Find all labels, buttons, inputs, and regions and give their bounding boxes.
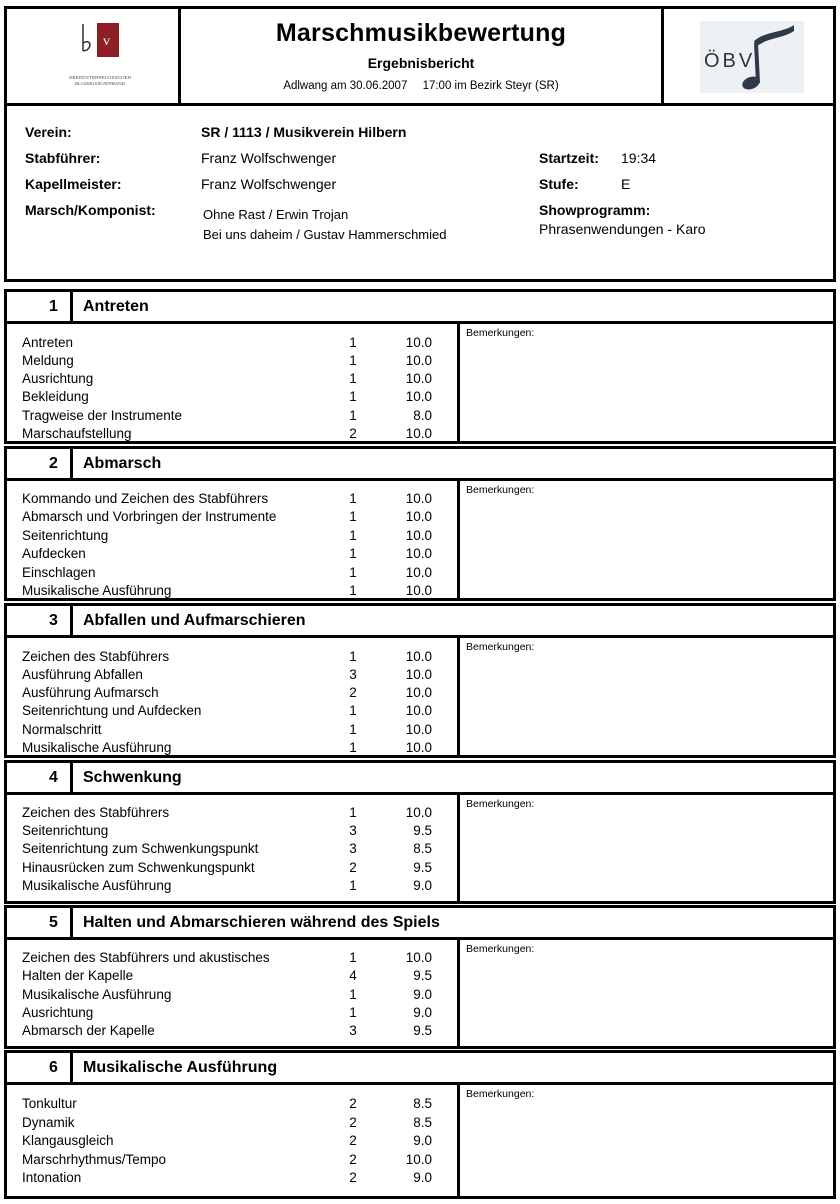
criterion-score: 10.0 — [405, 371, 432, 386]
remarks-label: Bemerkungen: — [466, 798, 535, 810]
criterion-count: 2 — [349, 1115, 357, 1130]
section-body-2 — [4, 481, 836, 601]
criterion-count: 1 — [349, 878, 357, 893]
criterion-score: 10.0 — [405, 667, 432, 682]
remarks-box — [457, 481, 535, 598]
criterion-label: Meldung — [22, 353, 74, 368]
criterion-count: 1 — [349, 491, 357, 506]
remarks-label: Bemerkungen: — [466, 943, 535, 955]
criterion-score: 10.0 — [405, 565, 432, 580]
right-logo-cell — [661, 9, 833, 103]
stufe-value: E — [621, 176, 631, 192]
criterion-label: Antreten — [22, 335, 74, 350]
criterion-score: 10.0 — [405, 685, 432, 700]
criterion-count: 1 — [349, 528, 357, 543]
criterion-count: 1 — [349, 703, 357, 718]
report-header — [4, 6, 836, 106]
criterion-count: 3 — [349, 823, 357, 838]
criterion-label: Abmarsch der Kapelle — [22, 1023, 155, 1038]
criterion-count: 1 — [349, 353, 357, 368]
criterion-count: 2 — [349, 1133, 357, 1148]
section-number: 5 — [7, 908, 73, 937]
section-header-4 — [4, 760, 836, 795]
criterion-count: 2 — [349, 685, 357, 700]
criterion-score: 9.0 — [413, 1133, 432, 1148]
criterion-count: 2 — [349, 860, 357, 875]
criterion-count: 2 — [349, 1096, 357, 1111]
marsch-value-1: Ohne Rast / Erwin Trojan — [203, 207, 349, 222]
logo-text-line-1: OBERÖSTERREICHISCHER — [68, 75, 132, 80]
criterion-score: 10.0 — [405, 703, 432, 718]
criterion-label: Seitenrichtung zum Schwenkungspunkt — [22, 841, 259, 856]
criterion-score: 9.0 — [413, 987, 432, 1002]
criterion-count: 1 — [349, 408, 357, 423]
marsch-value-2: Bei uns daheim / Gustav Hammerschmied — [203, 227, 447, 242]
criterion-score: 10.0 — [405, 1152, 432, 1167]
section-title: Antreten — [83, 298, 149, 315]
criterion-label: Marschrhythmus/Tempo — [22, 1152, 167, 1167]
section-body-5 — [4, 940, 836, 1049]
remarks-label: Bemerkungen: — [466, 484, 535, 496]
remarks-label: Bemerkungen: — [466, 327, 535, 339]
page-title: Marschmusikbewertung — [275, 19, 567, 47]
criterion-label: Zeichen des Stabführers — [22, 649, 170, 664]
kapellmeister-value: Franz Wolfschwenger — [201, 176, 337, 192]
criterion-score: 10.0 — [405, 649, 432, 664]
kapellmeister-label: Kapellmeister: — [25, 176, 122, 192]
criterion-count: 1 — [349, 722, 357, 737]
criterion-label: Musikalische Ausführung — [22, 987, 172, 1002]
criterion-count: 1 — [349, 371, 357, 386]
section-number: 2 — [7, 449, 73, 478]
criterion-score: 10.0 — [405, 491, 432, 506]
criterion-score: 10.0 — [405, 353, 432, 368]
criterion-label: Seitenrichtung — [22, 528, 109, 543]
startzeit-label: Startzeit: — [539, 150, 599, 166]
criterion-label: Marschaufstellung — [22, 426, 132, 441]
marsch-label: Marsch/Komponist: — [25, 202, 156, 218]
criterion-count: 1 — [349, 987, 357, 1002]
criterion-label: Seitenrichtung — [22, 823, 109, 838]
criterion-count: 2 — [349, 426, 357, 441]
section-body-1 — [4, 324, 836, 444]
verein-label: Verein: — [25, 124, 72, 140]
showprogramm-label: Showprogramm: — [539, 202, 651, 218]
section-header-3 — [4, 603, 836, 638]
section-body-4 — [4, 795, 836, 904]
criterion-score: 10.0 — [405, 509, 432, 524]
criterion-score: 10.0 — [405, 546, 432, 561]
remarks-box — [457, 324, 535, 441]
section-title: Abfallen und Aufmarschieren — [83, 612, 306, 629]
stabfuehrer-label: Stabführer: — [25, 150, 101, 166]
criterion-score: 10.0 — [405, 722, 432, 737]
criterion-score: 8.5 — [413, 841, 432, 856]
section-body-3 — [4, 638, 836, 758]
section-header-2 — [4, 446, 836, 481]
section-title: Musikalische Ausführung — [83, 1059, 278, 1076]
criterion-count: 1 — [349, 546, 357, 561]
logo-text-line-2: BLASMUSIKVERBAND — [74, 80, 126, 86]
criterion-label: Normalschritt — [22, 722, 102, 737]
criterion-score: 9.5 — [413, 823, 432, 838]
criterion-score: 10.0 — [405, 950, 432, 965]
criterion-label: Zeichen des Stabführers — [22, 805, 170, 820]
header-center — [181, 9, 661, 103]
section-header-1 — [4, 289, 836, 324]
criterion-label: Seitenrichtung und Aufdecken — [22, 703, 202, 718]
section-number: 1 — [7, 292, 73, 321]
criterion-label: Ausrichtung — [22, 371, 94, 386]
criterion-score: 10.0 — [405, 805, 432, 820]
criterion-count: 1 — [349, 805, 357, 820]
criterion-label: Tonkultur — [22, 1096, 77, 1111]
obv-letters: ÖBV — [704, 50, 756, 72]
criterion-count: 2 — [349, 1152, 357, 1167]
startzeit-value: 19:34 — [621, 150, 657, 166]
stufe-label: Stufe: — [539, 176, 579, 192]
criterion-score: 10.0 — [405, 335, 432, 350]
criterion-count: 1 — [349, 740, 357, 755]
criterion-count: 3 — [349, 667, 357, 682]
criterion-label: Hinausrücken zum Schwenkungspunkt — [22, 860, 255, 875]
criterion-score: 9.0 — [413, 1170, 432, 1185]
criterion-score: 8.5 — [413, 1115, 432, 1130]
criterion-label: Intonation — [22, 1170, 82, 1185]
criterion-count: 1 — [349, 649, 357, 664]
verein-value: SR / 1113 / Musikverein Hilbern — [201, 124, 407, 140]
criterion-label: Musikalische Ausführung — [22, 878, 172, 893]
criterion-label: Ausführung Aufmarsch — [22, 685, 159, 700]
criterion-label: Ausrichtung — [22, 1005, 94, 1020]
remarks-label: Bemerkungen: — [466, 1088, 535, 1100]
criterion-label: Halten der Kapelle — [22, 968, 134, 983]
criterion-count: 4 — [349, 968, 357, 983]
criterion-count: 1 — [349, 1005, 357, 1020]
criterion-count: 3 — [349, 1023, 357, 1038]
criterion-count: 3 — [349, 841, 357, 856]
stabfuehrer-value: Franz Wolfschwenger — [201, 150, 337, 166]
criterion-label: Dynamik — [22, 1115, 75, 1130]
criterion-score: 9.0 — [413, 878, 432, 893]
criterion-score: 10.0 — [405, 426, 432, 441]
club-info — [4, 106, 836, 282]
criterion-label: Tragweise der Instrumente — [22, 408, 183, 423]
criterion-label: Kommando und Zeichen des Stabführers — [22, 491, 269, 506]
criterion-count: 1 — [349, 509, 357, 524]
ooe-blasmusikverband-logo — [57, 19, 143, 91]
criterion-count: 1 — [349, 950, 357, 965]
event-meta — [181, 80, 661, 92]
obv-note-logo-icon — [696, 19, 806, 93]
section-number: 3 — [7, 606, 73, 635]
section-number: 4 — [7, 763, 73, 792]
criterion-count: 1 — [349, 583, 357, 598]
remarks-box — [457, 940, 535, 1046]
criterion-label: Einschlagen — [22, 565, 96, 580]
criterion-score: 10.0 — [405, 389, 432, 404]
section-number: 6 — [7, 1053, 73, 1082]
svg-text:v: v — [103, 34, 110, 49]
criterion-label: Musikalische Ausführung — [22, 740, 172, 755]
section-title: Schwenkung — [83, 769, 182, 786]
criterion-score: 10.0 — [405, 583, 432, 598]
remarks-box — [457, 795, 535, 901]
criterion-label: Aufdecken — [22, 546, 86, 561]
criterion-score: 9.5 — [413, 1023, 432, 1038]
criterion-score: 9.0 — [413, 1005, 432, 1020]
criterion-score: 9.5 — [413, 968, 432, 983]
criterion-score: 8.5 — [413, 1096, 432, 1111]
event-time-district: 17:00 im Bezirk Steyr (SR) — [422, 80, 559, 92]
criterion-label: Abmarsch und Vorbringen der Instrumente — [22, 509, 277, 524]
criterion-count: 1 — [349, 565, 357, 580]
section-title: Abmarsch — [83, 455, 162, 472]
remarks-box — [457, 1085, 535, 1196]
section-body-6 — [4, 1085, 836, 1199]
section-header-6 — [4, 1050, 836, 1085]
criterion-count: 2 — [349, 1170, 357, 1185]
criterion-label: Ausführung Abfallen — [22, 667, 143, 682]
event-location-date: Adlwang am 30.06.2007 — [283, 80, 408, 92]
section-title: Halten und Abmarschieren während des Spiels — [83, 914, 440, 931]
criterion-score: 8.0 — [413, 408, 432, 423]
criterion-count: 1 — [349, 335, 357, 350]
criterion-label: Bekleidung — [22, 389, 89, 404]
criterion-score: 10.0 — [405, 528, 432, 543]
remarks-label: Bemerkungen: — [466, 641, 535, 653]
criterion-score: 10.0 — [405, 740, 432, 755]
criterion-count: 1 — [349, 389, 357, 404]
criterion-label: Musikalische Ausführung — [22, 583, 172, 598]
showprogramm-value: Phrasenwendungen - Karo — [539, 221, 706, 237]
bv-logo-icon — [75, 23, 119, 57]
criterion-score: 9.5 — [413, 860, 432, 875]
criterion-label: Zeichen des Stabführers und akustisches — [22, 950, 270, 965]
page-subtitle: Ergebnisbericht — [367, 55, 475, 71]
section-header-5 — [4, 905, 836, 940]
criterion-label: Klangausgleich — [22, 1133, 114, 1148]
left-logo-cell — [7, 9, 181, 103]
remarks-box — [457, 638, 535, 755]
